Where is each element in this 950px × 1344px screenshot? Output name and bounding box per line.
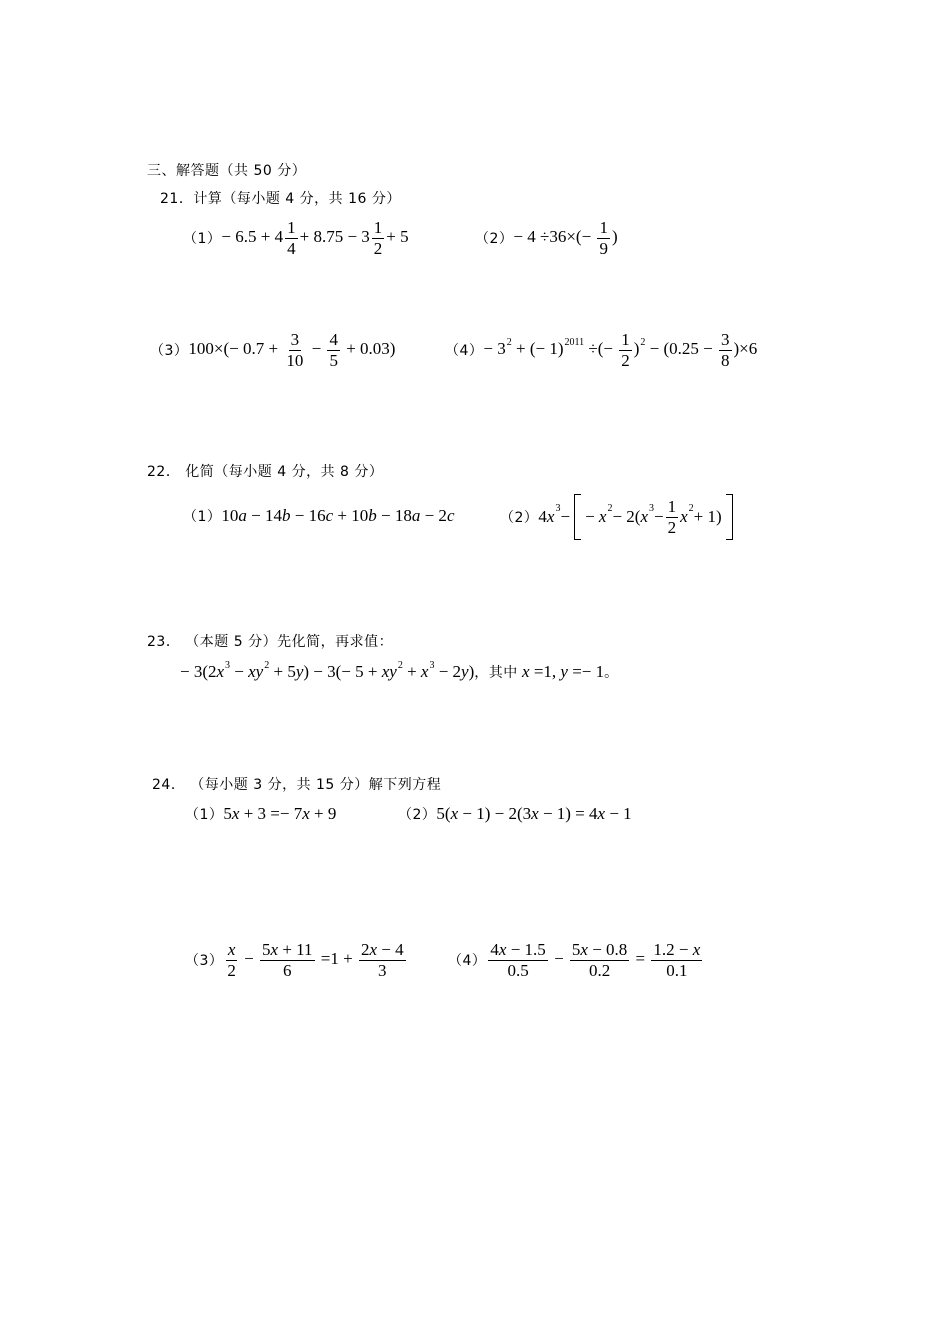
q24-problem-2: （2） 5(x − 1) − 2(3x − 1) = 4x − 1 bbox=[398, 804, 632, 823]
q24-p1-expression: 5x + 3 =− 7x + 9 bbox=[223, 804, 337, 823]
q22-p1-expression: 10a − 14b − 16c + 10b − 18a − 2c bbox=[221, 506, 455, 525]
q21-p3-expression: 100×(− 0.7 + $\frac{3}{10}$ − $\frac{4}{5}$ + 0.03) bbox=[188, 330, 396, 370]
q22-problem-1: （1） 10a − 14b − 16c + 10b − 18a − 2c bbox=[183, 506, 455, 525]
q21-p4-expression: − $3^2$ + (− 1)$^{2011}$ ÷(− $\frac{1}{2}$ )$^2$ − (0.25 − $\frac{3}{8}$ )×6 bbox=[483, 330, 758, 370]
q24-problem-1: （1） 5x + 3 =− 7x + 9 bbox=[185, 804, 337, 823]
q23-expression: − $3(2x^3 - xy^2 + 5y) - 3(- 5 + xy^2 + x^3 - 2y)$ bbox=[180, 660, 475, 681]
q24-problem-3: （3） $\frac{x}{2}$ − $\frac{5x + 11}{6}$ =1 + $\frac{2x - 4}{3}$ bbox=[185, 940, 408, 980]
q24-problem-4: （4） $\frac{4x - 1.5}{0.5}$ − $\frac{5x - 0.8}{0.2}$ = $\frac{1.2 - x}{0.1}$ bbox=[448, 940, 704, 980]
q21-problem-4: （4） − $3^2$ + (− 1)$^{2011}$ ÷(− $\frac{1}{2}$ )$^2$ − (0.25 − $\frac{3}{8}$ )×6 bbox=[445, 330, 758, 370]
q24-p2-expression: 5(x − 1) − 2(3x − 1) = 4x − 1 bbox=[436, 804, 632, 823]
q21-problem-3: （3） 100×(− 0.7 + $\frac{3}{10}$ − $\frac{4}{5}$ + 0.03) bbox=[150, 330, 396, 370]
q21-problem-2: （2） − 4 ÷36×(− $\frac{1}{9}$ ) bbox=[475, 218, 618, 258]
q22-problem-2: （2） 4 x 3 − − x 2 − 2( x 3 − $\frac{1}{2}$ x 2 + 1) bbox=[500, 494, 737, 540]
q21-p2-expression: − 4 ÷36×(− $\frac{1}{9}$ ) bbox=[513, 218, 618, 258]
q21-heading: 21．计算（每小题 4 分，共 16 分） bbox=[160, 191, 401, 207]
right-bracket bbox=[726, 494, 733, 540]
q22-p2-expression: 4 x 3 − − x 2 − 2( x 3 − $\frac{1}{2}$ x 2 + 1) bbox=[538, 494, 736, 540]
left-bracket bbox=[574, 494, 581, 540]
q21-p1-expression: − 6.5 + 4 $\frac{1}{4}$ + 8.75 − 3 $\frac{1}{2}$ + 5 bbox=[221, 218, 409, 258]
q23-expression-line: − $3(2x^3 - xy^2 + 5y) - 3(- 5 + xy^2 + x^3 - 2y)$ ，其中 x =1, y =− 1 。 bbox=[180, 660, 619, 681]
q24-heading: 24． （每小题 3 分，共 15 分）解下列方程 bbox=[152, 777, 442, 793]
q22-heading: 22． 化简（每小题 4 分，共 8 分） bbox=[147, 464, 384, 480]
q21-problem-1: （1） − 6.5 + 4 $\frac{1}{4}$ + 8.75 − 3 $\frac{1}{2}$ + 5 bbox=[183, 218, 409, 258]
q24-p3-expression: $\frac{x}{2}$ − $\frac{5x + 11}{6}$ =1 + $\frac{2x - 4}{3}$ bbox=[227, 940, 404, 980]
section-title: 三、解答题（共 50 分） bbox=[147, 163, 307, 179]
q23-condition: x =1, y =− 1 bbox=[517, 662, 605, 681]
q24-p4-expression: $\frac{4x - 1.5}{0.5}$ − $\frac{5x - 0.8}{0.2}$ = $\frac{1.2 - x}{0.1}$ bbox=[490, 940, 701, 980]
q23-heading: 23． （本题 5 分）先化简，再求值： bbox=[147, 634, 394, 650]
